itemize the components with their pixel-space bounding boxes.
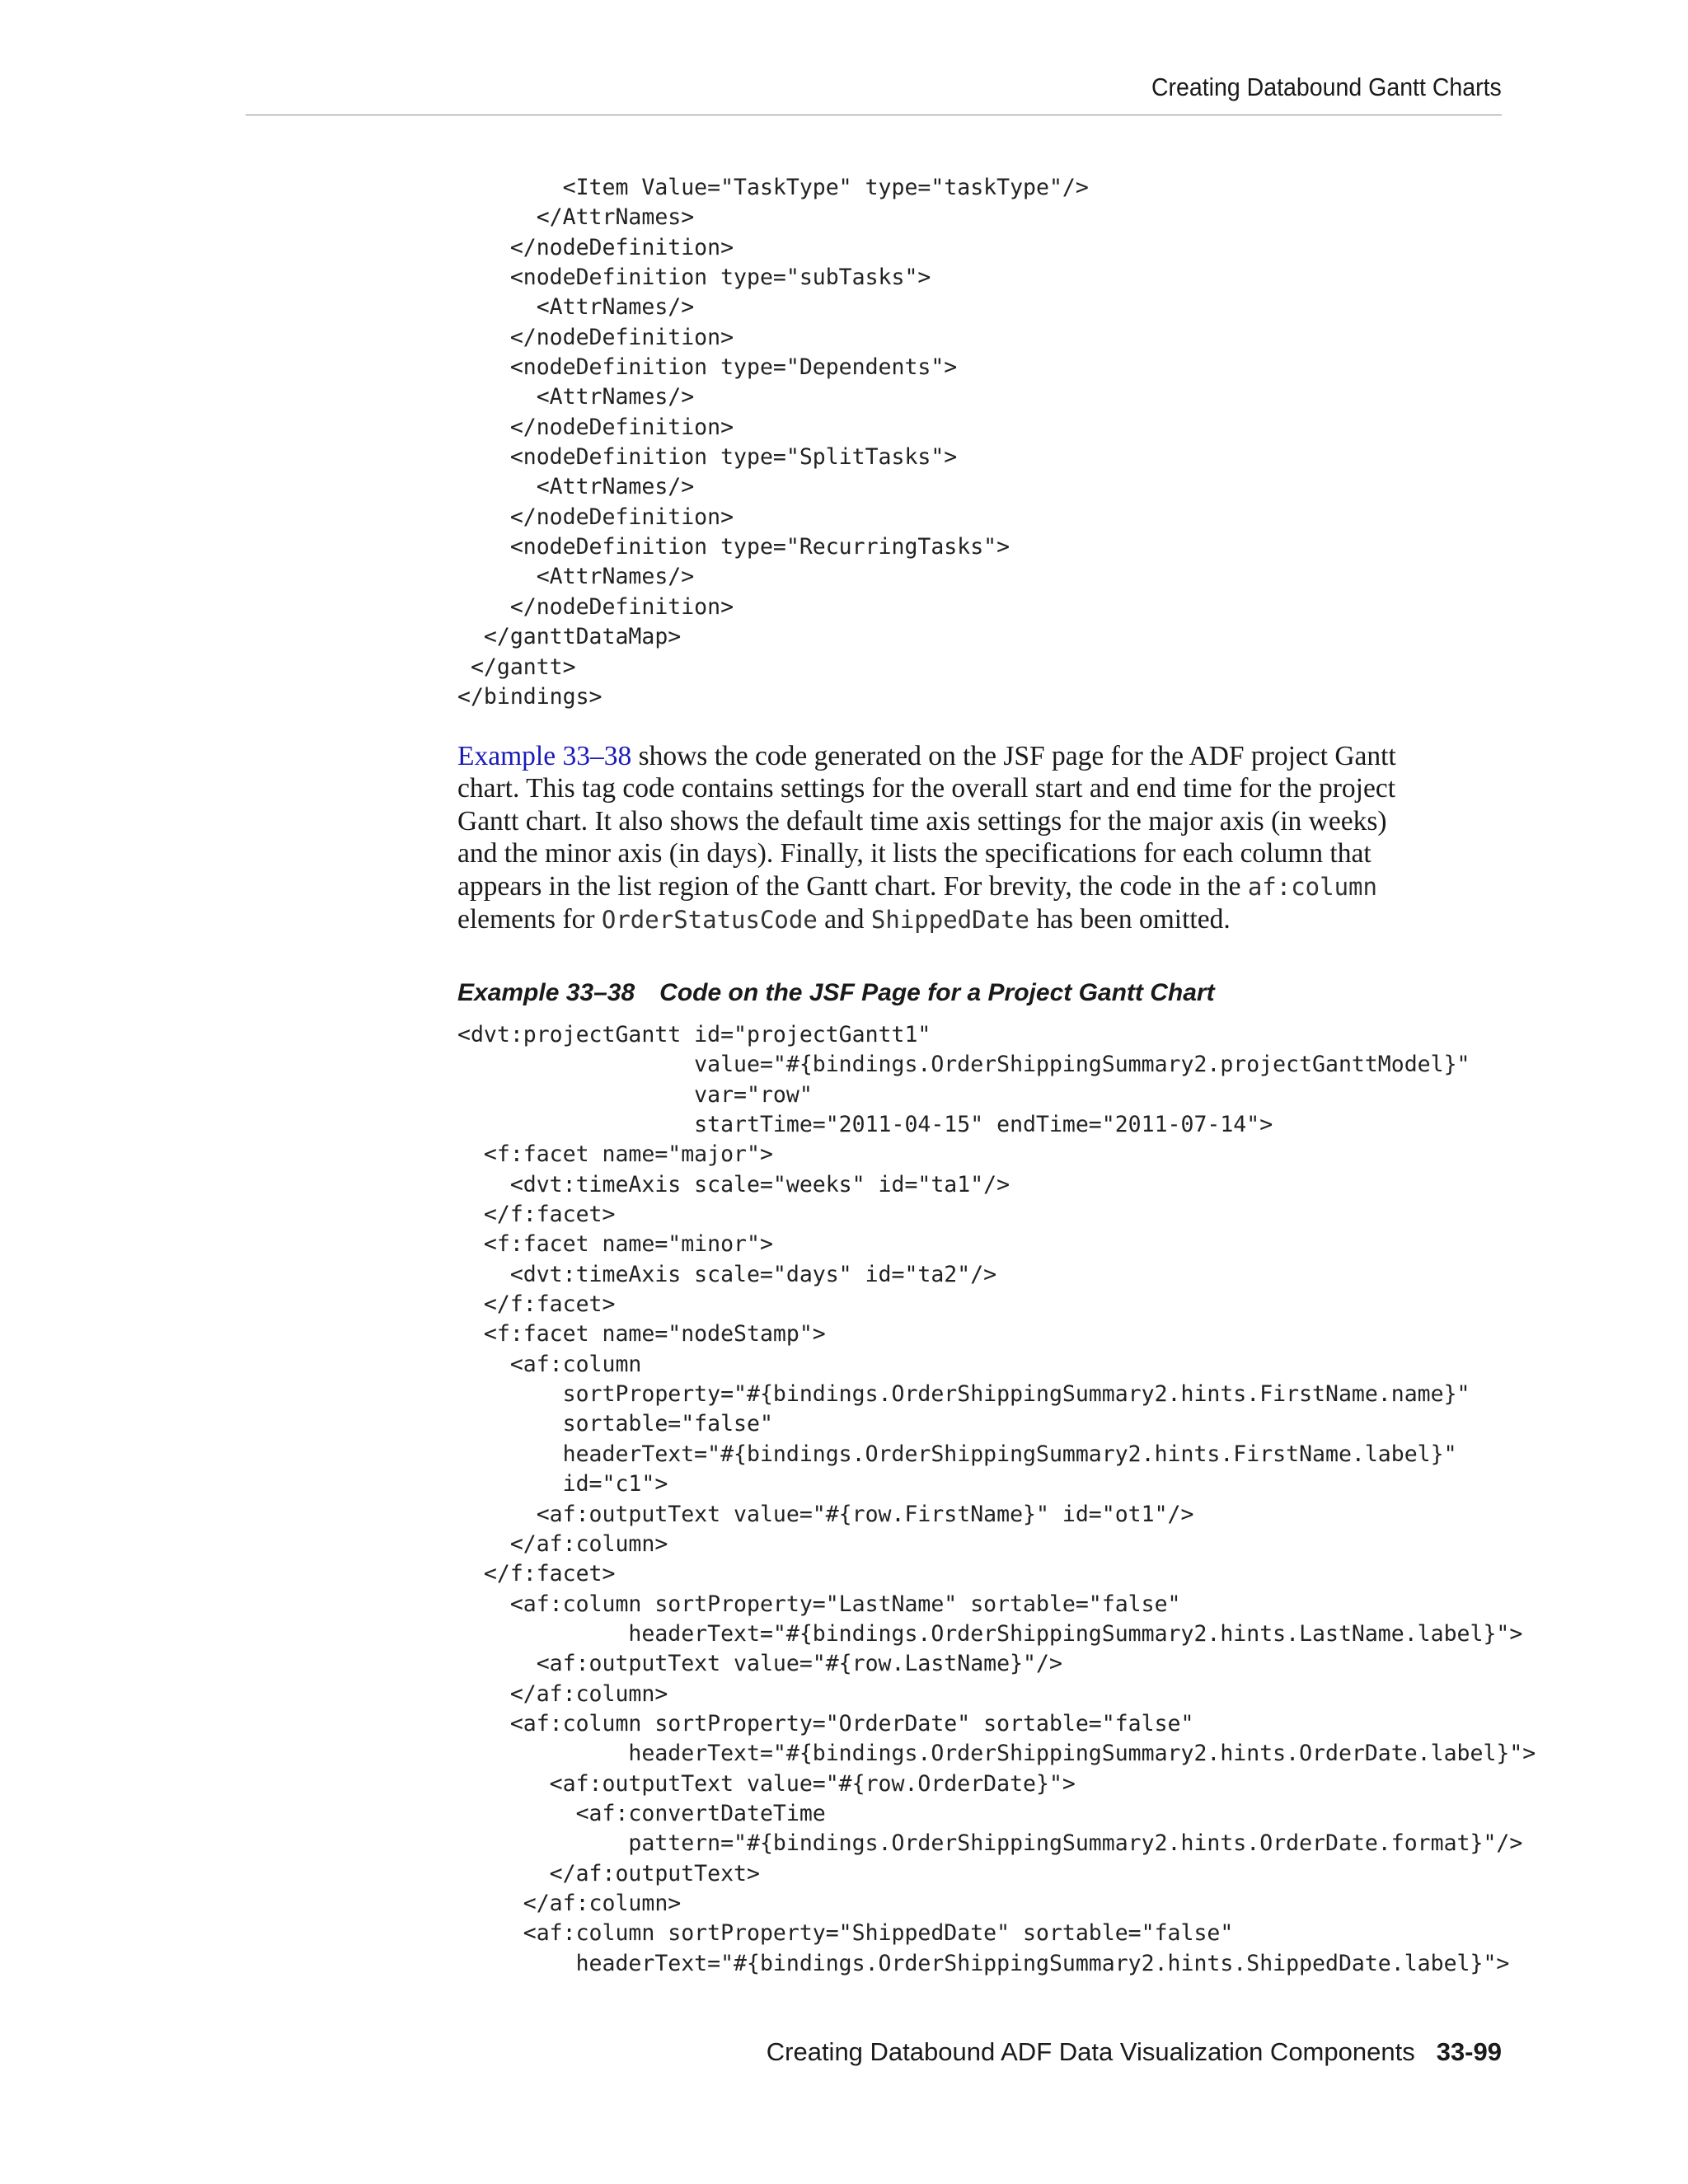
code-line: </af:column> [457, 1530, 668, 1557]
example-caption [457, 979, 1215, 1007]
code-line: sortable="false" [457, 1411, 773, 1437]
code-line: </AttrNames> [457, 204, 695, 231]
code-line: </bindings> [457, 683, 603, 710]
code-line: <af:outputText value="#{row.FirstName}" id="ot1"/> [457, 1501, 1194, 1527]
code-line: <af:outputText value="#{row.OrderDate}"> [457, 1770, 1076, 1797]
example-cross-reference-link[interactable]: Example 33–38 [457, 741, 632, 771]
code-line: headerText="#{bindings.OrderShippingSummary2.hints.FirstName.label}" [457, 1441, 1457, 1467]
code-line: <dvt:projectGantt id="projectGantt1" [457, 1022, 931, 1047]
paragraph-text: and [817, 904, 871, 935]
paragraph-line [457, 903, 1504, 936]
footer-book-title: Creating Databound ADF Data Visualization Components [766, 2037, 1415, 2066]
code-line: <AttrNames/> [457, 564, 695, 590]
code-line: </f:facet> [457, 1202, 616, 1228]
code-line: </nodeDefinition> [457, 324, 734, 350]
code-line: <af:convertDateTime [457, 1800, 826, 1826]
code-line: </f:facet> [457, 1561, 616, 1587]
code-line: <dvt:timeAxis scale="weeks" id="ta1"/> [457, 1171, 1010, 1197]
code-line: <Item Value="TaskType" type="taskType"/> [457, 175, 1089, 200]
paragraph-line [457, 870, 1504, 903]
code-line: value="#{bindings.OrderShippingSummary2.projectGanttModel}" [457, 1052, 1470, 1078]
paragraph-line [457, 740, 1504, 772]
code-line: sortProperty="#{bindings.OrderShippingSummary2.hints.FirstName.name}" [457, 1381, 1470, 1408]
paragraph-text: has been omitted. [1029, 904, 1231, 935]
example-title: Code on the JSF Page for a Project Gantt Chart [659, 979, 1215, 1006]
code-line: </af:outputText> [457, 1860, 760, 1886]
code-line: <nodeDefinition type="SplitTasks"> [457, 444, 958, 471]
code-listing-jsf-page [457, 1020, 1536, 1979]
code-line: <dvt:timeAxis scale="days" id="ta2"/> [457, 1261, 997, 1287]
code-line: <af:column sortProperty="LastName" sortable="false" [457, 1591, 1181, 1617]
paragraph-line: Gantt chart. It also shows the default time axis settings for the major axis (in weeks) [457, 805, 1387, 837]
paragraph-line: and the minor axis (in days). Finally, it lists the specifications for each column that [457, 838, 1372, 869]
code-line: <af:outputText value="#{row.LastName}"/> [457, 1651, 1062, 1677]
page-number: 33-99 [1436, 2037, 1502, 2066]
code-line: </nodeDefinition> [457, 414, 734, 440]
code-line: <nodeDefinition type="Dependents"> [457, 354, 958, 381]
code-line: <af:column [457, 1351, 642, 1377]
code-line: <nodeDefinition type="subTasks"> [457, 265, 931, 291]
inline-code: ShippedDate [870, 906, 1029, 935]
code-line: </nodeDefinition> [457, 504, 734, 530]
code-line: <AttrNames/> [457, 384, 695, 410]
code-line: <nodeDefinition type="RecurringTasks"> [457, 534, 1010, 560]
inline-code: af:column [1247, 872, 1377, 901]
code-listing-bindings [457, 173, 1089, 712]
code-line: startTime="2011-04-15" endTime="2011-07-14"> [457, 1112, 1273, 1138]
paragraph-text: shows the code generated on the JSF page for the ADF project Gantt [631, 741, 1396, 771]
code-line: headerText="#{bindings.OrderShippingSummary2.hints.LastName.label}"> [457, 1620, 1523, 1647]
code-line: id="c1"> [457, 1471, 668, 1497]
code-line: <AttrNames/> [457, 474, 695, 500]
running-header: Creating Databound Gantt Charts [1151, 73, 1502, 101]
body-paragraph [457, 740, 1504, 936]
code-line: <f:facet name="nodeStamp"> [457, 1321, 826, 1347]
code-line: </af:column> [457, 1890, 682, 1916]
code-line: var="row" [457, 1081, 813, 1108]
paragraph-text: appears in the list region of the Gantt chart. For brevity, the code in the [457, 870, 1248, 902]
paragraph-text: elements for [457, 904, 602, 935]
code-line: </gantt> [457, 654, 576, 680]
code-line: headerText="#{bindings.OrderShippingSummary2.hints.OrderDate.label}"> [457, 1741, 1536, 1767]
code-line: <f:facet name="major"> [457, 1141, 773, 1168]
paragraph-line: chart. This tag code contains settings for the overall start and end time for the project [457, 773, 1396, 804]
code-line: pattern="#{bindings.OrderShippingSummary2.hints.OrderDate.format}"/> [457, 1830, 1523, 1857]
inline-code: OrderStatusCode [601, 906, 818, 935]
code-line: <f:facet name="minor"> [457, 1231, 773, 1258]
code-line: headerText="#{bindings.OrderShippingSummary2.hints.ShippedDate.label}"> [457, 1950, 1510, 1976]
code-line: <af:column sortProperty="ShippedDate" sortable="false" [457, 1920, 1234, 1947]
code-line: </af:column> [457, 1680, 668, 1707]
page-footer [767, 2037, 1502, 2067]
code-line: <AttrNames/> [457, 294, 695, 321]
code-line: <af:column sortProperty="OrderDate" sortable="false" [457, 1710, 1194, 1736]
code-line: </nodeDefinition> [457, 593, 734, 620]
example-label: Example 33–38 [457, 979, 635, 1006]
code-line: </nodeDefinition> [457, 234, 734, 260]
code-line: </f:facet> [457, 1291, 616, 1318]
code-line: </ganttDataMap> [457, 624, 682, 650]
